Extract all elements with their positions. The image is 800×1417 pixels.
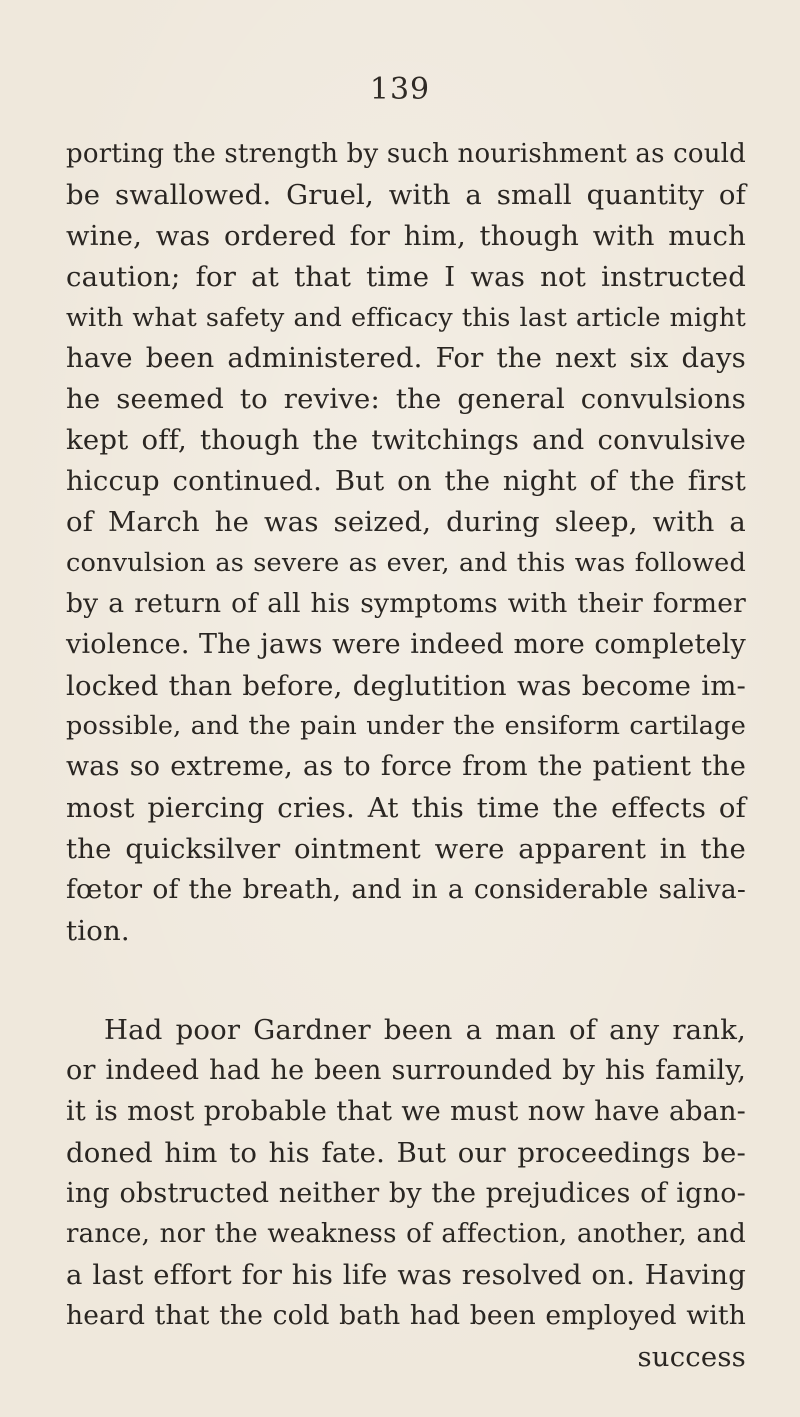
text-line: most piercing cries. At this time the effects of [66,792,746,825]
text-line: or indeed had he been surrounded by his family, [66,1054,746,1086]
text-line: wine, was ordered for him, though with much [66,219,746,252]
text-line: possible, and the pain under the ensiform cartilage [66,711,746,742]
text-line: be swallowed. Gruel, with a small quantity of [66,178,746,211]
text-line: it is most probable that we must now have aban- [66,1095,746,1127]
page-number: 139 [369,72,431,107]
text-line: with what safety and efficacy this last article might [66,302,746,333]
text-line: tion. [66,914,130,947]
text-line: locked than before, deglutition was become im- [66,669,746,702]
text-line: violence. The jaws were indeed more completely [66,628,746,660]
text-line: heard that the cold bath had been employed with [66,1300,746,1332]
text-line: rance, nor the weakness of affection, another, and [66,1219,746,1250]
text-line: a last effort for his life was resolved on. Having [66,1259,746,1292]
text-line: the quicksilver ointment were apparent in the [66,833,746,866]
text-line: by a return of all his symptoms with their former [66,587,746,619]
text-line: ing obstructed neither by the prejudices of igno- [66,1177,746,1209]
text-line: porting the strength by such nourishment as could [66,139,746,169]
text-line: was so extreme, as to force from the patient the [66,751,746,783]
text-line: hiccup continued. But on the night of the first [66,465,746,498]
text-line: convulsion as severe as ever, and this was followed [66,547,746,578]
catchword: success [637,1341,746,1374]
text-line: kept off, though the twitchings and convulsive [66,424,746,457]
text-line: Had poor Gardner been a man of any rank, [104,1014,746,1046]
text-line: of March he was seized, during sleep, with a [66,506,746,539]
paragraph-2 [66,1010,746,1378]
paragraph-1 [66,134,746,952]
text-line: have been administered. For the next six days [66,342,746,375]
text-line: caution; for at that time I was not instructed [66,260,746,293]
text-line: doned him to his fate. But our proceedings be- [66,1136,746,1169]
text-line: he seemed to revive: the general convulsions [66,383,746,416]
text-line: fœtor of the breath, and in a considerable saliva- [66,874,746,906]
